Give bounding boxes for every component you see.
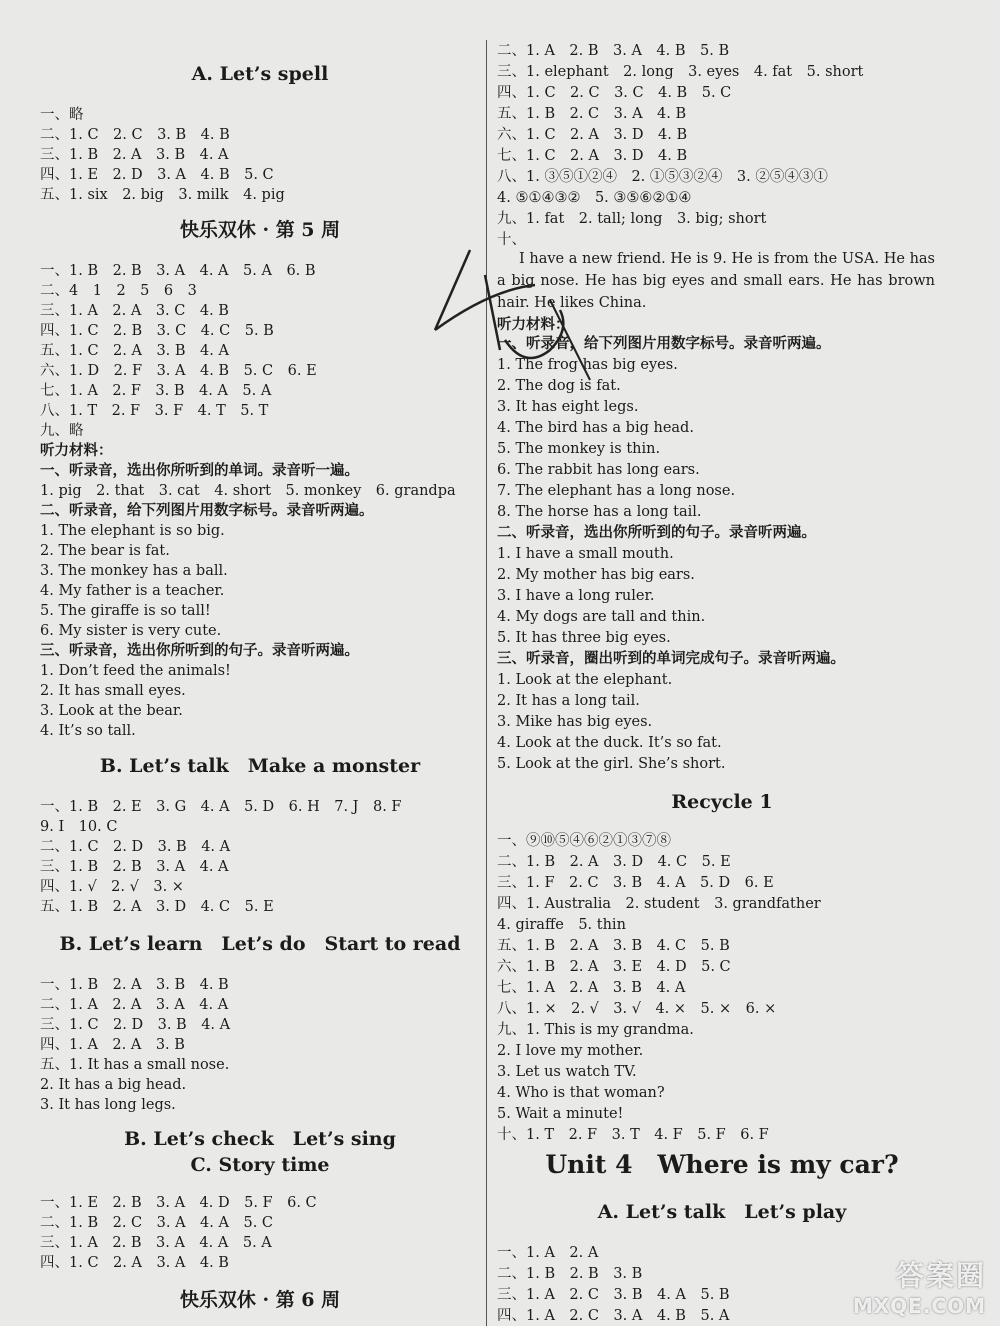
- answer-line: 4. The bird has a big head.: [497, 420, 694, 436]
- answer-line: 3. It has eight legs.: [497, 399, 639, 415]
- answer-line: 6. The rabbit has long ears.: [497, 462, 700, 478]
- answer-line: 一、1. B 2. A 3. B 4. B: [40, 977, 229, 993]
- site-watermark-logo: [853, 1254, 986, 1318]
- answer-line: 3. Mike has big eyes.: [497, 714, 653, 730]
- answer-line: 8. The horse has a long tail.: [497, 504, 702, 520]
- answer-line: 2. My mother has big ears.: [497, 567, 695, 583]
- section-heading: 快乐双休 · 第 5 周: [179, 219, 341, 241]
- section-heading: A. Let’s talk Let’s play: [597, 1201, 847, 1223]
- answer-line: 四、1. C 2. B 3. C 4. C 5. B: [40, 323, 274, 339]
- answer-line: 二、1. B 2. C 3. A 4. A 5. C: [40, 1215, 274, 1231]
- section-heading: B. Let’s learn Let’s do Start to read: [59, 933, 461, 955]
- answer-line: 九、1. This is my grandma.: [497, 1022, 694, 1038]
- answer-line: 四、1. Australia 2. student 3. grandfather: [497, 896, 821, 912]
- answer-line: 4. Who is that woman?: [497, 1085, 665, 1101]
- answer-line: 九、1. fat 2. tall; long 3. big; short: [497, 211, 767, 227]
- answer-line: 五、1. B 2. A 3. D 4. C 5. E: [40, 899, 274, 915]
- answer-line: 4. Look at the duck. It’s so fat.: [497, 735, 722, 751]
- answer-line: 五、1. C 2. A 3. B 4. A: [40, 343, 229, 359]
- answer-line: 2. It has a big head.: [40, 1077, 187, 1093]
- listening-material-label: 听力材料：: [40, 442, 113, 459]
- answer-line: 3. The monkey has a ball.: [40, 563, 228, 579]
- answer-line: 三、1. F 2. C 3. B 4. A 5. D 6. E: [497, 875, 774, 891]
- answer-line: 1. Look at the elephant.: [497, 672, 673, 688]
- section-heading: C. Story time: [190, 1154, 330, 1176]
- section-heading: A. Let’s spell: [191, 63, 329, 85]
- unit-heading: Unit 4 Where is my car?: [545, 1150, 899, 1179]
- answer-line: 2. I love my mother.: [497, 1043, 644, 1059]
- answer-line: 4. My father is a teacher.: [40, 583, 225, 599]
- answer-line: 三、1. C 2. D 3. B 4. A: [40, 1017, 231, 1033]
- answer-line: 四、1. A 2. C 3. A 4. B 5. A: [497, 1308, 730, 1324]
- answer-line: 三、1. A 2. A 3. C 4. B: [40, 303, 229, 319]
- handwritten-stamp-mark: [430, 230, 600, 400]
- answer-line: 四、1. A 2. A 3. B: [40, 1037, 185, 1053]
- listening-instruction: 一、听录音，选出你所听到的单词。录音听一遍。: [40, 462, 359, 479]
- answer-line: 2. It has a long tail.: [497, 693, 640, 709]
- answer-line: 二、1. C 2. D 3. B 4. A: [40, 839, 231, 855]
- answer-line: 三、1. B 2. A 3. B 4. A: [40, 147, 229, 163]
- answer-line: 八、1. T 2. F 3. F 4. T 5. T: [40, 403, 269, 419]
- listening-instruction: 一、听录音，给下列图片用数字标号。录音听两遍。: [497, 335, 831, 352]
- answer-line: 2. It has small eyes.: [40, 683, 186, 699]
- answer-line: 四、1. E 2. D 3. A 4. B 5. C: [40, 167, 274, 183]
- answer-line: 六、1. D 2. F 3. A 4. B 5. C 6. E: [40, 363, 317, 379]
- answer-line: 三、1. elephant 2. long 3. eyes 4. fat 5. short: [497, 64, 864, 80]
- writing-paragraph: I have a new friend. He is 9. He is from the USA. He has a big nose. He has big eyes and small ears. He has brown hair. He likes China.: [497, 251, 935, 311]
- listening-instruction: 三、听录音，圈出听到的单词完成句子。录音听两遍。: [497, 650, 845, 667]
- answer-line: 1. The elephant is so big.: [40, 523, 225, 539]
- answer-line: 四、1. C 2. A 3. A 4. B: [40, 1255, 229, 1271]
- answer-line: 二、1. C 2. C 3. B 4. B: [40, 127, 230, 143]
- answer-line: 五、1. six 2. big 3. milk 4. pig: [40, 187, 285, 203]
- answer-line: 一、1. B 2. B 3. A 4. A 5. A 6. B: [40, 263, 316, 279]
- answer-line: 二、1. A 2. A 3. A 4. A: [40, 997, 229, 1013]
- answer-line: 2. The bear is fat.: [40, 543, 170, 559]
- listening-instruction: 二、听录音，选出你所听到的句子。录音听两遍。: [497, 524, 816, 541]
- answer-line: 二、4 1 2 5 6 3: [40, 283, 197, 299]
- section-heading: 快乐双休 · 第 6 周: [179, 1289, 341, 1311]
- answer-line: 一、1. E 2. B 3. A 4. D 5. F 6. C: [40, 1195, 317, 1211]
- answer-line: 4. My dogs are tall and thin.: [497, 609, 706, 625]
- section-heading: B. Let’s check Let’s sing: [124, 1128, 396, 1150]
- watermark-top: 答案圈: [895, 1259, 986, 1292]
- answer-line: 一、略: [40, 107, 84, 123]
- section-heading: B. Let’s talk Make a monster: [99, 755, 421, 777]
- answer-line: 六、1. B 2. A 3. E 4. D 5. C: [497, 959, 731, 975]
- answer-line: 五、1. B 2. C 3. A 4. B: [497, 106, 687, 122]
- answer-line: 5. The monkey is thin.: [497, 441, 661, 457]
- answer-line: 1. The frog has big eyes.: [497, 357, 678, 373]
- answer-line: 七、1. C 2. A 3. D 4. B: [497, 148, 688, 164]
- answer-line: 5. The giraffe is so tall!: [40, 603, 211, 619]
- listening-instruction: 三、听录音，选出你所听到的句子。录音听两遍。: [40, 642, 359, 659]
- section-heading: Recycle 1: [671, 791, 773, 813]
- answer-line: 二、1. B 2. A 3. D 4. C 5. E: [497, 854, 731, 870]
- answer-line: 十、1. T 2. F 3. T 4. F 5. F 6. F: [497, 1127, 769, 1143]
- answer-line: 一、1. A 2. A: [497, 1245, 599, 1261]
- answer-line: 9. I 10. C: [40, 819, 118, 835]
- watermark-bottom: MXQE.COM: [852, 1294, 986, 1318]
- answer-line: 八、1. × 2. √ 3. √ 4. × 5. × 6. ×: [497, 1001, 777, 1017]
- answer-line: 3. It has long legs.: [40, 1097, 176, 1113]
- answer-line: 十、: [497, 232, 526, 248]
- answer-line: 1. pig 2. that 3. cat 4. short 5. monkey 6. grandpa: [40, 483, 456, 499]
- answer-line: 五、1. It has a small nose.: [40, 1057, 230, 1073]
- answer-line: 四、1. C 2. C 3. C 4. B 5. C: [497, 85, 732, 101]
- answer-line: 一、⑨⑩⑤④⑥②①③⑦⑧: [497, 833, 671, 849]
- answer-line: 六、1. C 2. A 3. D 4. B: [497, 127, 688, 143]
- answer-line: 三、1. A 2. B 3. A 4. A 5. A: [40, 1235, 272, 1251]
- answer-line: 四、1. √ 2. √ 3. ×: [40, 879, 184, 895]
- answer-line: 七、1. A 2. F 3. B 4. A 5. A: [40, 383, 272, 399]
- answer-line: 7. The elephant has a long nose.: [497, 483, 736, 499]
- answer-line: 3. Let us watch TV.: [497, 1064, 637, 1080]
- answer-line: 三、1. A 2. C 3. B 4. A 5. B: [497, 1287, 730, 1303]
- answer-line: 二、1. A 2. B 3. A 4. B 5. B: [497, 43, 730, 59]
- answer-line: 1. Don’t feed the animals!: [40, 663, 231, 679]
- answer-line: 4. ⑤①④③② 5. ③⑤⑥②①④: [497, 190, 692, 206]
- answer-line: 4. It’s so tall.: [40, 723, 136, 739]
- listening-material-label: 听力材料：: [497, 316, 570, 333]
- answer-line: 6. My sister is very cute.: [40, 623, 222, 639]
- listening-instruction: 二、听录音，给下列图片用数字标号。录音听两遍。: [40, 502, 374, 519]
- answer-line: 一、1. B 2. E 3. G 4. A 5. D 6. H 7. J 8. F: [40, 799, 402, 815]
- answer-line: 九、略: [40, 423, 84, 439]
- answer-line: 八、1. ③⑤①②④ 2. ①⑤③②④ 3. ②⑤④③①: [497, 169, 828, 185]
- answer-line: 七、1. A 2. A 3. B 4. A: [497, 980, 686, 996]
- answer-line: 2. The dog is fat.: [497, 378, 621, 394]
- answer-line: 二、1. B 2. B 3. B: [497, 1266, 643, 1282]
- answer-line: 4. giraffe 5. thin: [497, 917, 626, 933]
- answer-line: 五、1. B 2. A 3. B 4. C 5. B: [497, 938, 730, 954]
- answer-line: 3. I have a long ruler.: [497, 588, 655, 604]
- answer-line: 1. I have a small mouth.: [497, 546, 674, 562]
- answer-line: 5. It has three big eyes.: [497, 630, 671, 646]
- answer-line: 3. Look at the bear.: [40, 703, 183, 719]
- answer-line: 5. Wait a minute!: [497, 1106, 624, 1122]
- answer-line: 三、1. B 2. B 3. A 4. A: [40, 859, 229, 875]
- answer-line: 5. Look at the girl. She’s short.: [497, 756, 726, 772]
